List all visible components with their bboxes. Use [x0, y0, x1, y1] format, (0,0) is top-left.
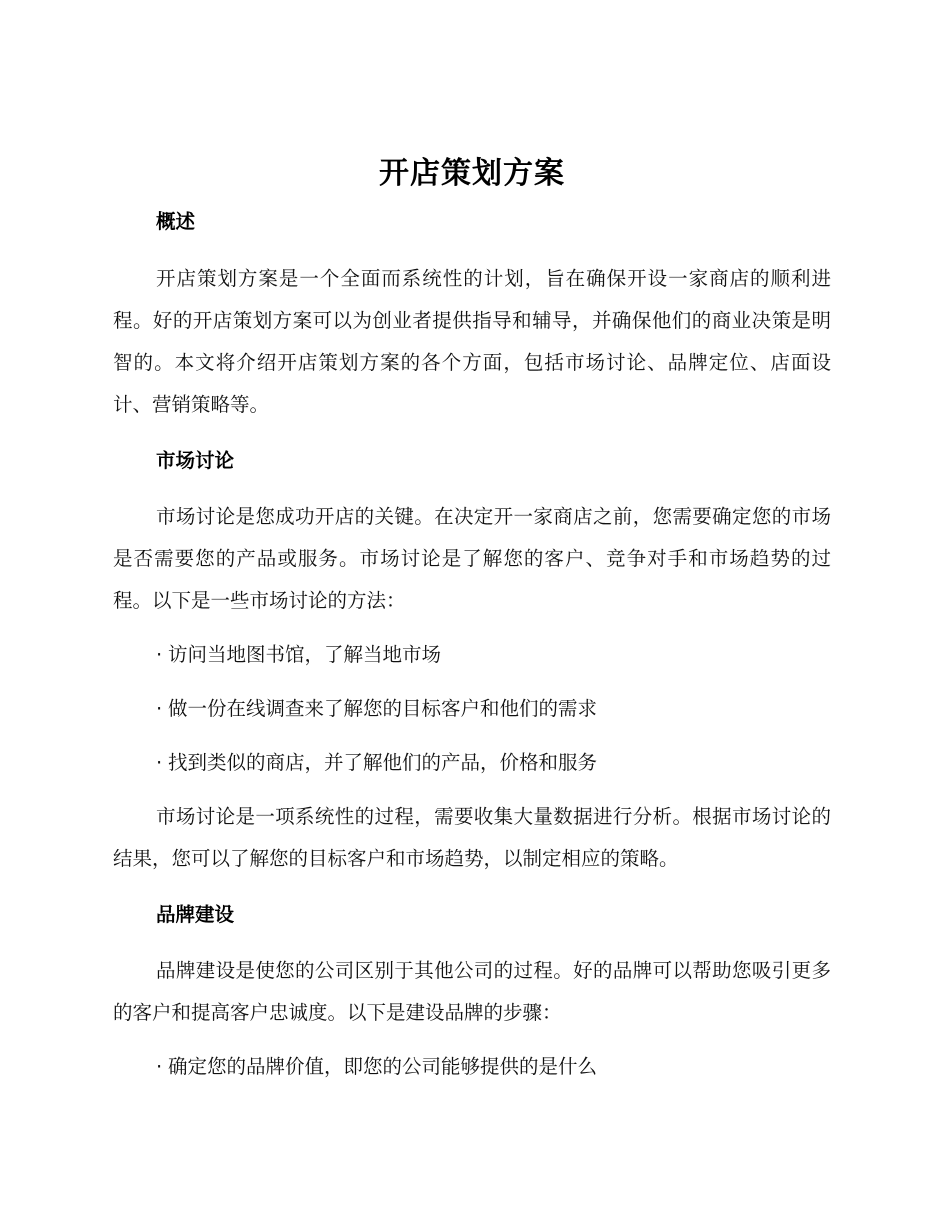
section-heading-market: 市场讨论 — [156, 449, 235, 472]
document-title: 开店策划方案 — [379, 156, 565, 191]
market-paragraph: 市场讨论是您成功开店的关键。在决定开一家商店之前，您需要确定您的市场是否需要您的产品或服务。市场讨论是了解您的客户、竞争对手和市场趋势的过程。以下是一些市场讨论的方法： — [113, 505, 831, 612]
bullet-marker: · — [156, 751, 163, 774]
bullet-marker: · — [156, 1055, 163, 1078]
section-heading-brand: 品牌建设 — [156, 903, 235, 926]
list-item-text: 确定您的品牌价值，即您的公司能够提供的是什么 — [168, 1055, 598, 1078]
list-item-text: 做一份在线调查来了解您的目标客户和他们的需求 — [168, 697, 598, 720]
list-item — [113, 742, 831, 784]
overview-paragraph: 开店策划方案是一个全面而系统性的计划，旨在确保开设一家商店的顺利进程。好的开店策划方案可以为创业者提供指导和辅导，并确保他们的商业决策是明智的。本文将介绍开店策划方案的各个方面，包括市场讨论、品牌定位、店面设计、营销策略等。 — [113, 267, 831, 416]
brand-paragraph: 品牌建设是使您的公司区别于其他公司的过程。好的品牌可以帮助您吸引更多的客户和提高客户忠诚度。以下是建设品牌的步骤： — [113, 959, 831, 1024]
list-item-text: 访问当地图书馆，了解当地市场 — [168, 643, 442, 666]
section-heading-overview: 概述 — [156, 210, 196, 233]
bullet-marker: · — [156, 643, 163, 666]
list-item — [113, 634, 831, 676]
document-body — [113, 150, 831, 1088]
list-item — [113, 688, 831, 730]
list-item — [113, 1046, 831, 1088]
bullet-marker: · — [156, 697, 163, 720]
market-closing-paragraph: 市场讨论是一项系统性的过程，需要收集大量数据进行分析。根据市场讨论的结果，您可以了解您的目标客户和市场趋势，以制定相应的策略。 — [113, 805, 831, 870]
list-item-text: 找到类似的商店，并了解他们的产品，价格和服务 — [168, 751, 598, 774]
